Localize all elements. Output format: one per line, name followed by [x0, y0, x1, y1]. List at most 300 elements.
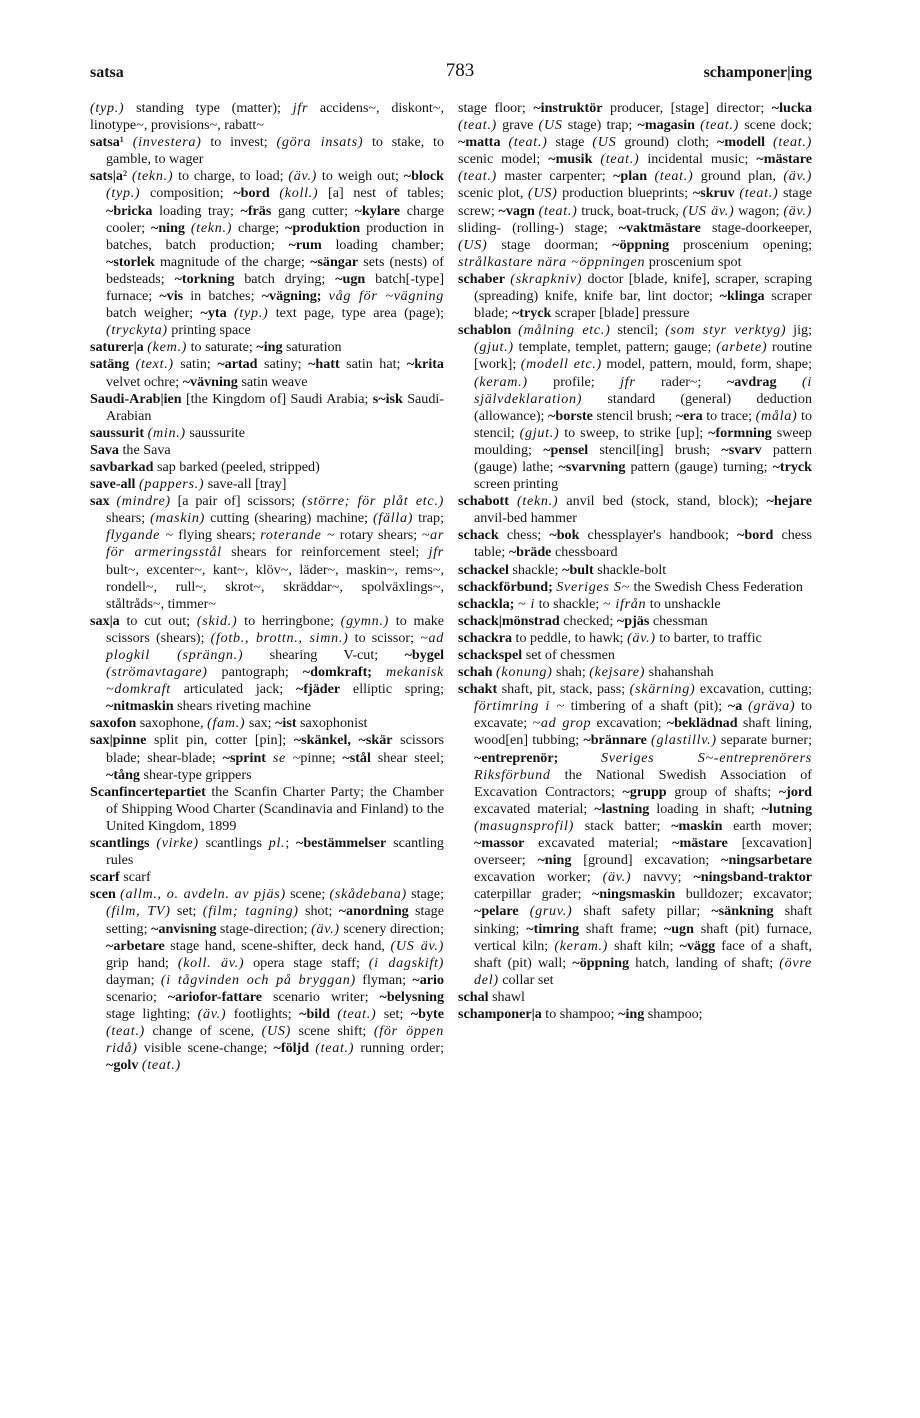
usage-label: (koll.) [279, 185, 319, 202]
headword: ~svarvning [558, 458, 626, 475]
usage-label: (tryckyta) [106, 322, 168, 339]
usage-label: (typ.) [106, 185, 141, 202]
usage-label: (teat.) [700, 117, 740, 134]
entry-text: excavation, cutting; [695, 681, 813, 698]
dictionary-entry [90, 476, 444, 493]
usage-label: (för öppen ridå) [106, 1023, 445, 1057]
headword: ~bord [233, 185, 270, 202]
headword: schaber [458, 270, 505, 287]
entry-text: in batches; [183, 288, 262, 305]
entry-text: to cut out; [119, 612, 197, 629]
usage-label: förtimring i ~ [474, 698, 565, 715]
usage-label: (investera) [132, 134, 202, 151]
usage-label: (skådebana) [329, 886, 407, 903]
usage-label: (mindre) [116, 493, 171, 510]
entry-text: running order; [354, 1040, 444, 1057]
entry-text: gang cutter; [271, 202, 355, 219]
entry-text: stage) trap; [562, 117, 638, 134]
entry-text: timbering of a shaft (pit); [564, 698, 728, 715]
headword: ~stål [342, 749, 371, 766]
usage-label: (fam.) [207, 715, 246, 732]
usage-label: Sveriges S~-entreprenörers Riksförbund [474, 749, 812, 783]
usage-label: (text.) [135, 356, 174, 373]
entry-text: to peddle, to hawk; [512, 629, 628, 646]
usage-label: (gjut.) [474, 339, 514, 356]
entry-text: production in batches, batch production; [106, 219, 444, 253]
headword: ~öppning [572, 954, 630, 971]
entry-text: scraper [blade] pressure [551, 305, 690, 322]
headword: ~torkning [174, 270, 235, 287]
entry-text: shaft safety pillar; [572, 903, 712, 920]
dictionary-entry [458, 630, 812, 647]
dictionary-entry [458, 613, 812, 630]
entry-text [501, 134, 509, 150]
headword: ~ningsarbetare [721, 852, 813, 869]
entry-text: satin weave [237, 373, 308, 390]
headword: satäng [90, 356, 130, 373]
entry-text: production blueprints; [557, 185, 693, 202]
entry-text: to make scissors (shears); [106, 612, 445, 646]
dictionary-entry [458, 527, 812, 561]
headword: ~ningsband-traktor [693, 869, 813, 886]
headword: ~fjäder [296, 681, 341, 698]
entry-text: scenery direction; [339, 920, 444, 937]
dictionary-entry [90, 886, 444, 1074]
entry-text [227, 305, 234, 321]
usage-label: (skid.) [196, 612, 238, 629]
usage-label: (större; för plåt etc.) [301, 493, 444, 510]
entry-text: to stake, to gamble, to wager [106, 134, 444, 168]
entry-text: shaft frame; [579, 920, 664, 937]
entry-text: [ground] excavation; [571, 852, 722, 869]
headword: ~bricka [106, 202, 153, 219]
headword: scantlings [90, 835, 150, 852]
headword: ~a [727, 698, 743, 715]
usage-label: (strömavtagare) [106, 664, 208, 681]
usage-label: ~ ifrån [602, 595, 647, 612]
entry-text: incidental music; [639, 151, 757, 168]
dictionary-entry [458, 989, 812, 1006]
headword: ~tryck [772, 458, 813, 475]
headword: ~öppning [612, 236, 669, 253]
entry-text: screen printing [474, 476, 559, 493]
headword: ~ning [150, 219, 185, 236]
entry-text [351, 732, 359, 748]
entry-text: rader~; [635, 373, 727, 390]
headword: ~nitmaskin [106, 698, 174, 715]
dictionary-entry [90, 493, 444, 613]
headword: ~vägg [679, 937, 716, 954]
usage-label: (film; tagning) [202, 903, 299, 920]
headword: schackspel [458, 647, 523, 663]
usage-label: (äv.) [311, 920, 340, 937]
headword: ~ist [275, 715, 297, 732]
entry-text: shear steel; [370, 749, 444, 766]
headword: schakt [458, 681, 498, 698]
headword: ~golv [106, 1057, 139, 1074]
entry-text [322, 288, 329, 304]
entry-text: to excavate; [474, 698, 812, 732]
usage-label: flygande ~ [106, 527, 174, 544]
entry-text: stage [547, 134, 593, 151]
headword: saturer|a [90, 339, 144, 356]
entry-text: the Swedish Chess Federation [629, 578, 803, 595]
usage-label: roterande ~ [260, 527, 336, 544]
entry-text: to shackle; [535, 595, 603, 612]
entry-text: to scissor; [348, 629, 421, 646]
entry-text: shaft, pit, stack, pass; [497, 681, 630, 698]
usage-label: (pappers.) [138, 476, 205, 493]
headword: ~kylare [354, 202, 401, 219]
entry-text: opera stage staff; [244, 954, 369, 971]
usage-label: (koll. äv.) [177, 954, 245, 971]
headword: ~produktion [285, 219, 361, 236]
usage-label: (typ.) [234, 305, 269, 322]
headword: Sava [90, 441, 119, 458]
headword: sats|a [90, 168, 123, 185]
entry-text: saxophonist [296, 715, 368, 732]
headword: ~artad [217, 356, 258, 373]
usage-label: (konung) [496, 664, 553, 681]
entry-text: shears; [106, 510, 151, 527]
headword: ~hatt [308, 356, 340, 373]
entry-text: master carpenter; [496, 168, 614, 185]
entry-text: sweep moulding; [474, 424, 812, 458]
entry-text: chessplayer's handbook; [579, 527, 738, 544]
usage-label: strålkastare nära ~öppningen [458, 253, 646, 270]
entry-text: excavation; [591, 715, 667, 732]
entry-text: scenic plot, [458, 185, 529, 202]
entry-text: proscenium spot [645, 253, 742, 270]
headword: ~matta [458, 134, 501, 151]
usage-label: ~ad grop [532, 715, 592, 732]
entry-text: chessman [649, 612, 708, 629]
entry-text [765, 134, 773, 150]
entry-text: set; [376, 1005, 411, 1022]
entry-text: shah; [552, 664, 590, 681]
entry-text: profile; [527, 373, 621, 390]
usage-label: (arbete) [716, 339, 768, 356]
usage-label: (gräva) [748, 698, 796, 715]
entry-text: ¹ [119, 134, 133, 151]
usage-label: (keram.) [554, 937, 609, 954]
headword: scarf [90, 869, 120, 886]
headword: ~lucka [771, 100, 812, 116]
headword: ~sängar [310, 253, 359, 270]
entry-text: excavated material; [524, 835, 673, 852]
usage-label: Sveriges S~ [556, 578, 630, 595]
entry-text: trap; [413, 510, 444, 527]
entry-text [558, 750, 601, 766]
headword: ~pensel [543, 441, 589, 458]
entry-text: shearing V-cut; [243, 647, 405, 663]
entry-text: satin; [173, 356, 218, 373]
headword: sax|pinne [90, 732, 147, 749]
headword: ~svarv [721, 441, 762, 458]
headword: ~ing [256, 339, 283, 356]
headword: ~mästare [672, 835, 728, 852]
usage-label: (film, TV) [106, 903, 171, 920]
dictionary-entry [458, 1006, 812, 1023]
usage-label: (keram.) [474, 373, 528, 390]
headword: ~tryck [511, 305, 552, 322]
headword: ~vävning [182, 373, 238, 390]
entry-text: shackle; [508, 561, 563, 578]
entry-text: magnitude of the charge; [154, 253, 311, 270]
entry-text: to charge, to load; [173, 168, 289, 185]
usage-label: (måla) [755, 407, 798, 424]
headword: ~fräs [240, 202, 272, 219]
usage-label: (teat.) [458, 168, 497, 185]
headword: ~grupp [622, 783, 667, 800]
usage-label: (målning etc.) [518, 322, 611, 339]
usage-label: (US) [261, 1023, 291, 1040]
dictionary-entry [458, 562, 812, 579]
entry-text: group of shafts; [666, 783, 779, 800]
entry-text: scissors blade; shear-blade; [106, 732, 445, 766]
usage-label: (gruv.) [529, 903, 573, 920]
headword: ~krita [406, 356, 444, 373]
entry-text: stencil brush; [592, 407, 676, 424]
entry-text: scenario writer; [262, 988, 380, 1005]
entry-text: to unshackle [646, 595, 721, 612]
entry-text: routine [work]; [474, 339, 812, 373]
headword: savbarkad [90, 458, 154, 475]
entry-text: change of scene, [144, 1023, 262, 1040]
usage-label: (fälla) [373, 510, 414, 527]
entry-text: sliding- (rolling-) stage; [458, 219, 619, 236]
entry-text: scene dock; [739, 117, 812, 134]
left-column [90, 100, 444, 1074]
entry-text: shears riveting machine [173, 698, 312, 715]
headword: ~magasin [637, 117, 695, 134]
entry-text: save-all [tray] [204, 476, 287, 493]
entry-text: loading chamber; [321, 236, 444, 253]
entry-text: doctor [blade, knife], scraper, scraping (spreading) knife, knife bar, lint doctor; [474, 270, 812, 305]
usage-label: (min.) [147, 424, 186, 441]
usage-label: (teat.) [508, 134, 548, 151]
headword: ~lutning [761, 800, 812, 817]
usage-label: ~ad plogkil (sprängn.) [106, 629, 444, 663]
headword: ~bok [549, 527, 580, 544]
dictionary-entry [90, 613, 444, 716]
entry-text: batch drying; [234, 270, 336, 287]
headword: schablon [458, 322, 512, 339]
headword: saxofon [90, 715, 137, 732]
headword: ~bult [562, 561, 594, 578]
entry-text: to herringbone; [237, 612, 341, 629]
usage-label: (tekn.) [131, 168, 174, 185]
entry-text: shaft lining, wood[en] tubbing; [474, 715, 812, 749]
entry-text: scene shift; [291, 1023, 374, 1040]
headword: schah [458, 664, 493, 681]
headword: ~tång [106, 766, 140, 783]
page-number: 783 [445, 60, 475, 81]
headword: ~bestämmelser [296, 835, 387, 852]
entry-text: [a] nest of tables; [318, 185, 444, 202]
usage-label: (teat.) [538, 202, 578, 219]
entry-text [777, 374, 802, 390]
entry-text: elliptic spring; [340, 681, 444, 698]
headword: schack|mönstrad [458, 612, 560, 629]
headword: ~ing [618, 1005, 645, 1022]
usage-label: (teat.) [315, 1040, 355, 1057]
headword: saussurit [90, 424, 145, 441]
headword: ~era [675, 407, 703, 424]
headword: ~arbetare [106, 937, 165, 954]
headword: ~jord [778, 783, 812, 800]
entry-text: articulated jack; [170, 681, 297, 698]
headword: ~entreprenör; [474, 749, 559, 766]
headword: sax|a [90, 612, 120, 629]
entry-text: velvet ochre; [106, 373, 183, 390]
headword: schackla; [458, 595, 515, 612]
headword: ~block [403, 168, 444, 185]
usage-label: se [272, 749, 286, 766]
entry-text: saussurite [185, 424, 245, 441]
entry-continuation [458, 100, 812, 271]
usage-label: (tekn.) [190, 219, 233, 236]
headword: s~isk [372, 390, 403, 407]
entry-text: scene; [285, 886, 330, 903]
entry-text: loading in shaft; [649, 800, 762, 817]
entry-text: face of a shaft, shaft (pit) wall; [474, 937, 812, 971]
entry-text: charge cooler; [106, 202, 444, 236]
entry-text: charge; [232, 219, 286, 236]
entry-text [509, 493, 517, 509]
usage-label: (äv.) [627, 629, 656, 646]
headword: schack [458, 527, 499, 544]
headword: ~domkraft; [302, 664, 372, 681]
usage-label: jfr [292, 100, 309, 116]
entry-text: satiny; [257, 356, 309, 373]
dictionary-entry [90, 869, 444, 886]
headword: ~anvisning [151, 920, 217, 937]
headword: schackra [458, 629, 513, 646]
entry-text: shawl [488, 988, 525, 1005]
entry-text: set; [170, 903, 203, 920]
entry-text: grip hand; [106, 954, 178, 971]
entry-text: rotary shears; [335, 527, 422, 544]
entry-text: batch[-type] furnace; [106, 270, 445, 305]
headword: ~musik [548, 151, 593, 168]
entry-text: composition; [140, 185, 234, 202]
usage-label: (tekn.) [517, 493, 559, 510]
entry-text: visible scene-change; [137, 1040, 274, 1057]
usage-label: (teat.) [600, 151, 640, 168]
usage-label: (i dagskift) [368, 954, 445, 971]
headword: ~vis [159, 288, 184, 305]
headword: schackel [458, 561, 509, 578]
usage-label: (teat.) [739, 185, 779, 202]
headword: schal [458, 988, 489, 1005]
headword: ~skär [358, 732, 393, 749]
entry-text: ~pinne; [285, 749, 343, 766]
dictionary-entry [458, 271, 812, 322]
usage-label: jfr [428, 544, 444, 561]
entry-text: ground plan, [693, 168, 784, 185]
usage-label: ~ar för armeringsstål [106, 527, 445, 561]
headword: ~byte [410, 1005, 444, 1022]
usage-label: (göra insats) [276, 134, 364, 151]
entry-text: excavation worker; [474, 869, 603, 886]
headword: ~ario [412, 971, 444, 988]
headword: ~modell [717, 134, 766, 151]
entry-text: the National Swedish Association of Excavation Contractors; [474, 766, 812, 800]
entry-text: excavated material; [474, 800, 595, 817]
headword: ~bord [737, 527, 774, 544]
entry-text: to saturate; [187, 339, 257, 356]
entry-text: shot; [298, 903, 339, 920]
entry-text: checked; [559, 612, 617, 629]
usage-label: (US äv.) [390, 937, 445, 954]
entry-text: flyman; [355, 971, 413, 988]
usage-label: (allm., o. avdeln. av pjäs) [120, 886, 286, 903]
dictionary-entry [458, 647, 812, 664]
entry-text: bulldozer; excavator; [675, 886, 812, 903]
entry-text: loading tray; [152, 202, 241, 219]
entry-text: sap barked (peeled, stripped) [153, 458, 320, 475]
entry-text: scarf [119, 869, 151, 886]
entry-text: jig; [786, 322, 812, 339]
entry-text: sets (nests) of bedsteads; [106, 253, 444, 287]
entry-text: caterpillar grader; [474, 886, 592, 903]
entry-text: [a pair of] scissors; [170, 493, 302, 510]
headword: ~ariofor-fattare [167, 988, 263, 1005]
usage-label: (kejsare) [589, 664, 646, 681]
usage-label: (virke) [156, 835, 199, 852]
entry-text: footlights; [226, 1005, 300, 1022]
headword: ~pjäs [616, 612, 650, 629]
dictionary-entry [458, 579, 812, 596]
entry-text: ; [285, 835, 297, 852]
headword: ~skänkel, [293, 732, 351, 749]
entry-text: to sweep, to strike [up]; [559, 424, 709, 441]
headword: sax [90, 493, 110, 510]
entry-text: to invest; [201, 134, 277, 151]
headword: ~massor [474, 835, 525, 852]
dictionary-entry [90, 732, 444, 783]
entry-text: shaft (pit) furnace, vertical kiln; [474, 920, 812, 954]
usage-label: (teat.) [458, 117, 497, 134]
headword: ~borste [548, 407, 593, 424]
entry-text: shear-type grippers [139, 766, 252, 783]
entry-text: stage; [406, 886, 444, 903]
entry-text: scantling rules [106, 835, 444, 869]
headword: ~hejare [766, 493, 812, 510]
entry-continuation [90, 100, 444, 134]
headword: ~ugn [335, 270, 366, 287]
headword: save-all [90, 476, 136, 493]
usage-label: (övre del) [474, 954, 812, 988]
dictionary-entry [90, 459, 444, 476]
usage-label: (masugnsprofil) [474, 817, 575, 834]
entry-text [266, 750, 273, 766]
dictionary-entry [90, 356, 444, 390]
headword: ~plan [613, 168, 648, 185]
entry-text: satin hat; [339, 356, 407, 373]
headword: ~bygel [404, 647, 444, 663]
headword: ~vaktmästare [618, 219, 701, 236]
entry-text: bult~, excenter~, kant~, klöv~, läder~, maskin~, rems~, rondell~, rull~, skrot~, skräddar~, spolväxlings~, ståltråds~, timmer~ [106, 561, 444, 612]
headword: ~maskin [671, 817, 723, 834]
dictionary-entry [458, 322, 812, 493]
usage-label: (skärning) [629, 681, 696, 698]
entry-text: producer, [stage] director; [602, 100, 772, 116]
entry-text: pantograph; [207, 664, 303, 681]
headword: scen [90, 886, 116, 903]
entry-text: split pin, cotter [pin]; [146, 732, 294, 749]
